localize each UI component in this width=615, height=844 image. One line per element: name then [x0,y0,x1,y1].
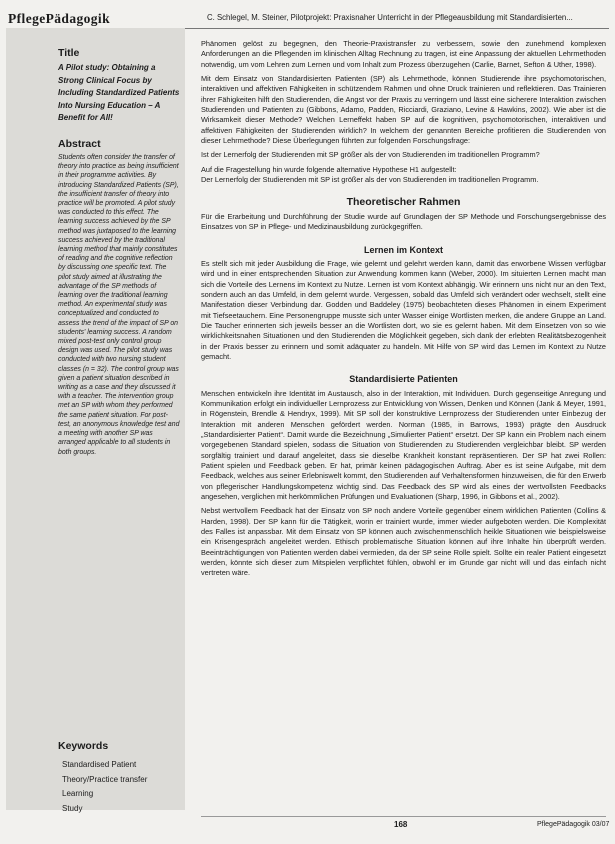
footer-rule [201,816,606,817]
journal-name: PflegePädagogik [8,11,110,26]
keywords-heading: Keywords [58,740,109,752]
section-heading-context: Lernen im Kontext [363,244,443,255]
footer-source: PflegePädagogik 03/07 [537,821,610,828]
theory-paragraph: Für die Erarbeitung und Durchführung der Studie wurde auf Grundlagen der SP Methode und Forschungsergebnisse des Einsatzes von SP in Pflege- und Medizinausbildung zurückgegriffen. [201,211,606,232]
intro-paragraph: Phänomen gelöst zu begegnen, den Theorie-Praxistransfer zu verbessern, sowie den zunehmend komplexen Anforderungen an die Pflegenden im klinischen Alltag Rechnung zu tragen, ist eine Anpassung der aktuellen Lehrmethoden notwendig, um vom Lehren zum Lernen und vom Inhalt zum Prozess überzugehen (Carlie, Barnet, Sefton & Uther, 1998). [201,39,606,69]
keyword-item: Standardised Patient [62,760,137,769]
abstract-heading: Abstract [58,138,101,150]
hypothesis-intro: Auf die Fragestellung hin wurde folgende alternative Hypothese H1 aufgestellt: [201,164,457,174]
context-paragraph: Es stellt sich mit jeder Ausbildung die Frage, wie gelernt und gelehrt werden kann, damit das erworbene Wissen verfügbar wird und in einer entsprechenden Situation zur Anwendung kommen kann (Weber, 2000). Im situierten Lernen macht man sich die Vorteile des Lernens im Kontext zu Nutze. Lernen ist vom Kontext abhängig. Wir erinnern uns nicht nur an den Text, sondern auch an das Umfeld, in dem gelernt wurde. Vergessen, sobald das Umfeld sich verändert oder wechselt, stellt eine Manifestation dieser Verbindung dar. Godden und Baddeley (1975) beobachteten dieses Phänomen in einem Experiment mit Tiefseetauchern. Eine Personengruppe musste sich unter Wasser einige Wortlisten merken, die andere Gruppe an Land. Die Taucher erinnerten sich jeweils besser an die Wortlisten dort, wo sie es gelernt haben. Mit dem Einsetzen von so wie wirklichkeitsnahen Situationen und den Studierenden die Möglichkeit gegeben, sich dank der erlebten Realitätsbezogenheit in der Praxis besser zu erinnern und somit adäquater zu handeln. Mit Hilfe von SP wird das Lernen im Kontext zu Nutze gemacht. [201,258,606,361]
running-header: C. Schlegel, M. Steiner, Pilotprojekt: Praxisnaher Unterricht in der Pflegeausbildung mit Standardisierten... [207,13,573,22]
keyword-item: Theory/Practice transfer [62,774,148,784]
sp-paragraph: Menschen entwickeln ihre Identität im Austausch, also in der Interaktion, mit Individuen. Durch gegenseitige Anregung und Kommunikation erfolgt ein individueller Lernprozess zur Entwicklung von Wissen, Denken und Können (Jank & Meyer, 1991, in Rögenstein, Brendle & Hendryx, 1999). Mit SP soll der konstruktive Lernprozess der Studierenden unter Einbezug der Interaktion mit anderen Menschen gefördert werden. Norman (1985, in Barrows, 1993) prägte den Ausdruck „Standardisierter Patient“. Damit wurde die Bezeichnung „Simulierter Patient“ ersetzt. Der SP kann ein Problem nach einem vorgegebenen Standard spielen, sodass die Situation von Studierenden zu Studierenden vergleichbar bleibt. SP werden sorgfältig trainiert und darauf angeleitet, dass sie dieselbe Krankheit konstant repräsentieren. Der SP hat zwei Rollen: Patient spielen und Feedback geben. Er hat, primär keinen pädagogischen Auftrag. Aber es ist seine Aufgabe, mit dem Feedback, welches aus seiner Erlebniswelt kommt, den Studierenden auf Verhaltensformen hinzuweisen, die für den Erwerb von pflegerischer Handlungskompetenz wichtig sind. Das Feedback des SP wird als eines der wertvollsten Feedbacks angesehen, verglichen mit herkömmlichen Prüfungen und Evaluationen (Sharp, 1996, in Gibbons et al., 2002). [201,388,606,502]
keyword-item: Learning [62,789,94,798]
main-column [201,39,606,579]
english-title: A Pilot study: Obtaining a Strong Clinical Focus by Including Standardized Patients Into Nursing Education – A Benefit for All! [58,63,180,122]
section-heading-theory: Theoretischer Rahmen [346,196,461,209]
keyword-list [62,758,147,816]
research-question: Ist der Lernerfolg der Studierenden mit SP größer als der von Studierenden im traditionellen Programm? [201,150,540,160]
sp-paragraph: Nebst wertvollem Feedback hat der Einsatz von SP noch andere Vorteile gegenüber einem wirklichen Patienten (Collins & Harden, 1998). Der SP kann für die Tätigkeit, worin er trainiert wurde, immer wieder aufgeboten werden. Die Komplexität des Falles ist anpassbar. Mit dem Einsatz von SP können auch zwischenmenschlich heikle Situationen wie beispielsweise ein Krisengespräch angeleitet werden. Ethisch problematische Situation können auf ihre Inhalte hin überprüft werden. Beeinträchtigungen von Patienten werden dabei vermieden, da der SP seine Rolle spielt. Sollte ein realer Patient eingesetzt werden, könnte sich dieser zum Mitspielen verpflichtet fühlen, obwohl er im Grunde gar nicht will und das einfach nicht vertreten wäre. [201,506,606,578]
keyword-item: Study [62,803,83,813]
sidebar-title-heading: Title [58,47,80,59]
abstract-text: Students often consider the transfer of theory into practice as being insufficient in their programme activities. By introducing Standardized Patients (SP), the insufficient transfer of theory into practice will be promoted. A pilot study was conducted to this effect. The learning success achieved by the SP method was juxtaposed to the learning success achieved by the traditional learning method that mainly constitutes of reading and the cognitive reflection by discussing one specific text. The pilot study aimed at illustrating the advantage of the SP methods of learning over the traditional learning method. An experimental study was conceptualized and conducted to assess the trend of the impact of SP on students' learning success. A random mixed post-test only control group design was used. The pilot study was conducted with two nursing student classes (n = 32). The control group was given a patient situation described in writing as a case and they discussed it with a teacher. The intervention group met an SP with whom they performed the same patient situation. For post-test, an anonymous knowledge test and a meeting with another SP was arranged applicable to all students in both groups. [58,154,180,456]
page-number: 168 [394,820,408,829]
section-heading-sp: Standardisierte Patienten [349,374,458,385]
intro-paragraph: Mit dem Einsatz von Standardisierten Patienten (SP) als Lehrmethode, können Studierende ihre psychomotorischen, interaktiven und affektiven Fähigkeiten in schützendem Rahmen und ohne Druck trainieren und reflektieren. Das Trainieren ihrer Fähigkeiten hilft den Studierenden, die Angst vor der Praxis zu verringern und lässt eine sicherere Interaktion zwischen Studierenden und Patienten zu (Gibbons, Adamo, Padden, Ricciardi, Graziano, Levine & Hawkins, 2002). Wie aber ist die Wirksamkeit dieser Methode? Welchen Lerneffekt haben SP auf die kognitiven, psychomotorischen, interaktiven und affektiven Fähigkeiten der Studierenden wirklich? In welchem der genannten Bereiche profitieren die Studierenden von dieser Lehrmethode? Diese Überlegungen führten zur folgenden Forschungsfrage: [201,74,606,146]
hypothesis: Der Lernerfolg der Studierenden mit SP ist größer als der von Studierenden im traditionellen Programm. [201,175,539,185]
